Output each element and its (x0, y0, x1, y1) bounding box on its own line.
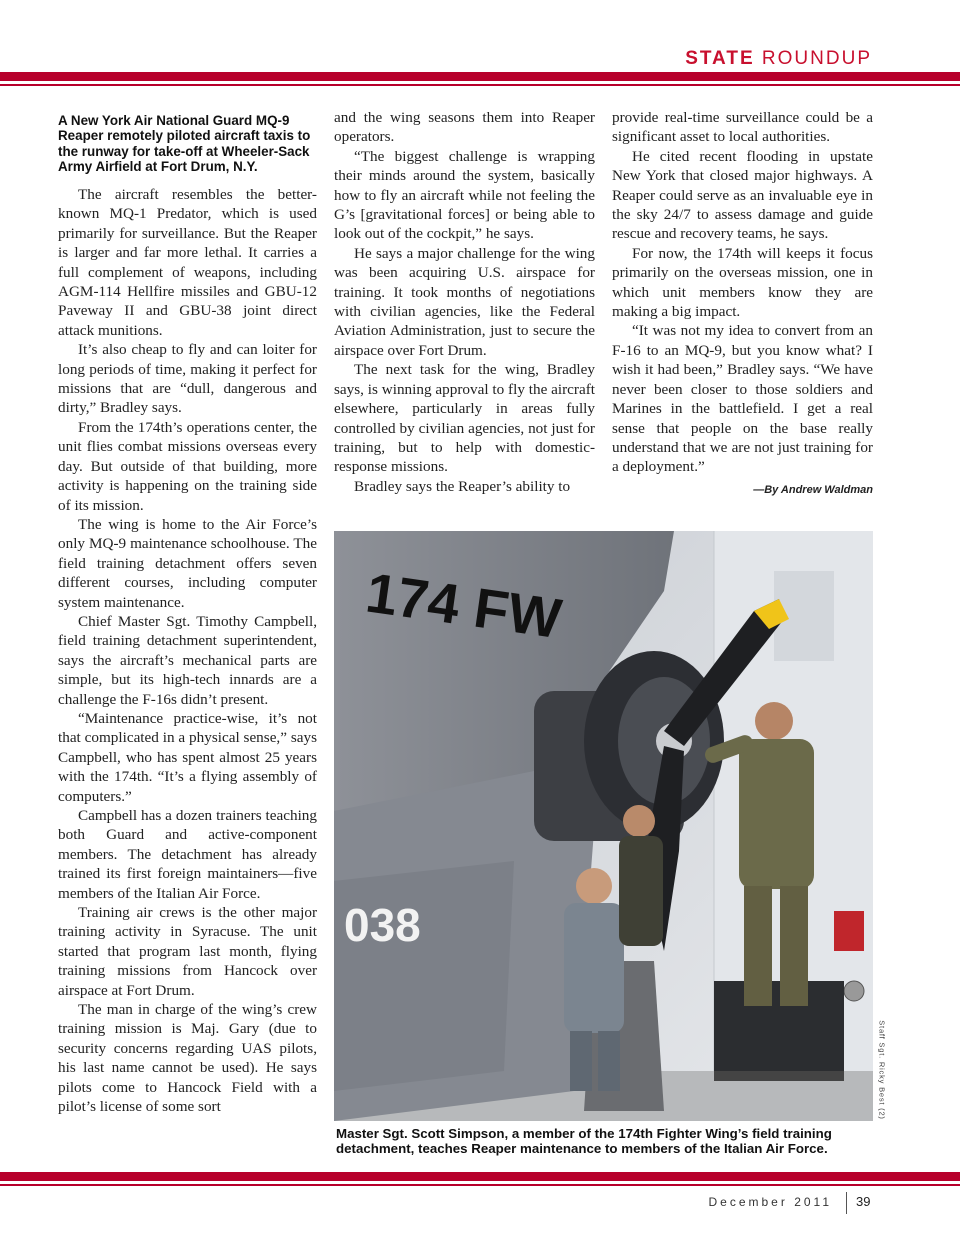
photo-credit (873, 1020, 891, 1120)
page-number: 39 (856, 1194, 871, 1209)
paragraph: The man in charge of the wing’s crew training mission is Maj. Gary (due to security concerns regarding UAS pilots, his last name cannot be used). He says pilots come to Hancock Field with a pilot’s license of some sort (58, 1001, 317, 1116)
top-rule (0, 72, 960, 81)
paragraph: He cited recent flooding in upstate New York that closed major highways. A Reaper could serve as an invaluable eye in the sky 24/7 to assess damage and guide rescue and recovery teams, he says. (612, 147, 873, 243)
byline: —By Andrew Waldman (753, 483, 873, 496)
column-3 (612, 108, 873, 500)
serial-marking: 038 (344, 899, 421, 951)
paragraph: Campbell has a dozen trainers teaching both Guard and active-component members. The detachment has already trained its first foreign maintainers—five members of the Italian Air Force. (58, 807, 317, 902)
column-2 (334, 108, 595, 496)
paragraph: The wing is home to the Air Force’s only MQ-9 maintenance schoolhouse. The field training detachment offers seven different courses, including computer system maintenance. (58, 515, 317, 611)
paragraph: Chief Master Sgt. Timothy Campbell, field training detachment superintendent, says the aircraft’s mechanical parts are simple, but its high-tech innards are a challenge the F-16s didn’t present. (58, 612, 317, 708)
paragraph: “It was not my idea to convert from an F-16 to an MQ-9, but you know what? I wish it had been,” Bradley says. “We have never been closer to those soldiers and Marines in the battlefield. I get a real sense that people on the base really understand that we are not just training for a deployment.” (612, 322, 873, 476)
paragraph: From the 174th’s operations center, the unit flies combat missions overseas every day. But outside of that building, more activity is happening on the training side of its mission. (58, 418, 317, 514)
paragraph: The aircraft resembles the better-known MQ-1 Predator, which is used primarily for surveillance. But the Reaper is larger and far more lethal. It carries a full complement of weapons, including AGM-114 Hellfire missiles and GBU-12 Paveway II and GBU-38 joint direct attack munitions. (58, 186, 317, 339)
paragraph: He says a major challenge for the wing was been acquiring U.S. airspace for training. It took months of negotiations with civilian agencies, like the Federal Aviation Administration, just to secure the airspace over Fort Drum. (334, 244, 595, 359)
paragraph: For now, the 174th will keeps it focus primarily on the overseas mission, one in which unit members know they are making a big impact. (612, 244, 873, 321)
section-header-rest: ROUNDUP (754, 48, 872, 69)
footer-separator (846, 1192, 847, 1214)
paragraph: It’s also cheap to fly and can loiter for long periods of time, making it perfect for missions that are “dull, dangerous and dirty,” Bradley says. (58, 341, 317, 417)
bottom-rule-thin (0, 1184, 960, 1186)
column-1 (58, 185, 317, 1117)
top-rule-thin (0, 84, 960, 86)
paragraph: “The biggest challenge is wrapping their minds around the system, basically how to fly an aircraft while not feeling the G’s [gravitational forces] or being able to look out of the cockpit,” he says. (334, 147, 595, 243)
paragraph: provide real-time surveillance could be a significant asset to local authorities. (612, 109, 873, 146)
section-header-bold: STATE (685, 48, 755, 69)
issue-date: December 2011 (708, 1195, 832, 1209)
section-header (685, 48, 872, 70)
paragraph: “Maintenance practice-wise, it’s not that complicated in a physical sense,” says Campbell, who has spent almost 25 years with the 174th. “It’s a flying assembly of computers.” (58, 709, 317, 805)
bottom-rule (0, 1172, 960, 1181)
tail-marking: 174 FW (362, 560, 566, 651)
paragraph: and the wing seasons them into Reaper operators. (334, 109, 595, 146)
photo-caption-top: A New York Air National Guard MQ-9 Reaper remotely piloted aircraft taxis to the runway for take-off at Wheeler-Sack Army Airfield at Fort Drum, N.Y. (58, 113, 311, 175)
photo-credit-text: Staff Sgt. Ricky Best (2) (877, 1020, 887, 1120)
paragraph: Training air crews is the other major training activity in Syracuse. The unit started that program last month, flying training missions from Hancock over airspace at Fort Drum. (58, 904, 317, 999)
paragraph: Bradley says the Reaper’s ability to (354, 477, 571, 495)
photo-caption-bottom: Master Sgt. Scott Simpson, a member of the 174th Fighter Wing’s field training detachment, teaches Reaper maintenance to members of the Italian Air Force. (336, 1126, 832, 1157)
paragraph: The next task for the wing, Bradley says, is winning approval to fly the aircraft elsewhere, particularly in areas fully controlled by civilian agencies, not just for training, but to help with domestic-response missions. (334, 361, 595, 476)
reaper-maintenance-photo (334, 531, 873, 1121)
